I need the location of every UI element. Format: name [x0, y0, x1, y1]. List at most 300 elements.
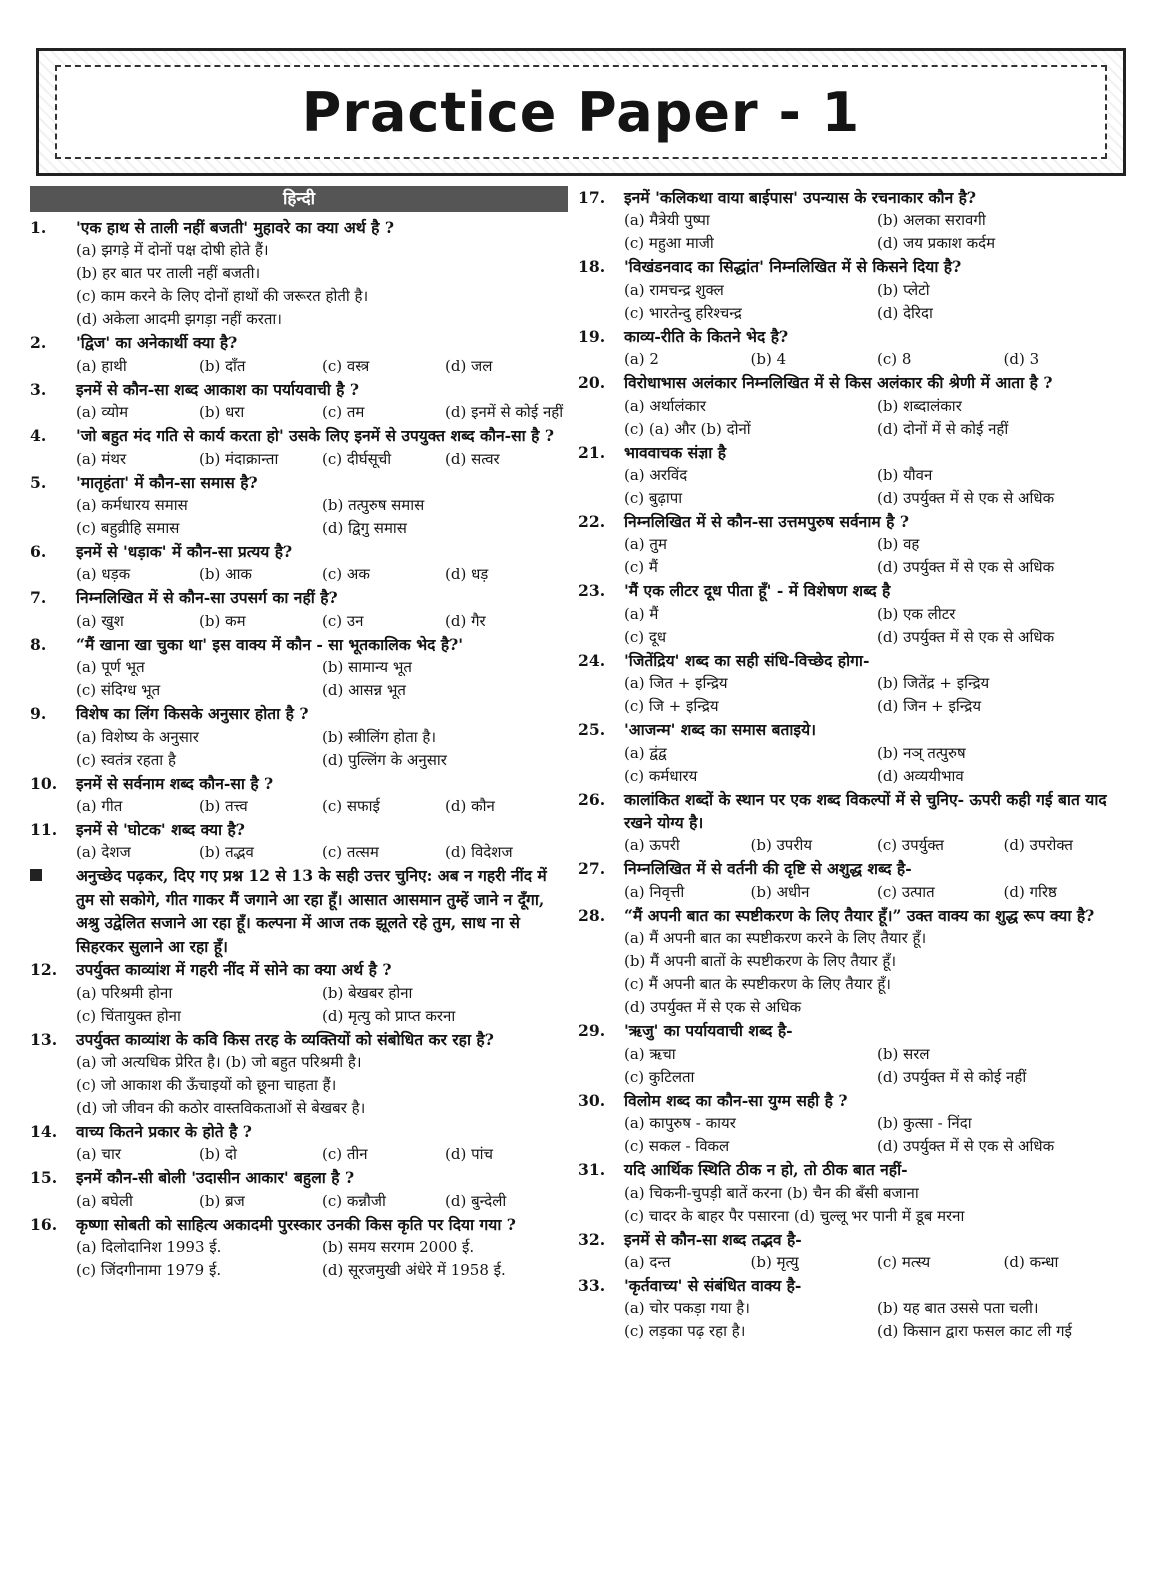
- answer-option: (b) शब्दालंकार: [877, 396, 962, 415]
- question-item: [578, 1274, 1130, 1343]
- options-grid: [624, 881, 1130, 904]
- question-item: [30, 1166, 568, 1212]
- question-number: 29.: [578, 1021, 606, 1041]
- question-body: [76, 818, 568, 864]
- question-number: 26.: [578, 789, 606, 809]
- options-grid: [76, 494, 568, 540]
- answer-option: (d) सूरजमुखी अंधेरे में 1958 ई.: [322, 1261, 506, 1280]
- question-text: विशेष का लिंग किसके अनुसार होता है ?: [76, 704, 309, 724]
- question-text: विरोधाभास अलंकार निम्नलिखित में से किस अलंकार की श्रेणी में आता है ?: [624, 373, 1053, 393]
- answer-option: (a) कर्मधारय समास: [76, 496, 188, 515]
- options-grid: [624, 1251, 1130, 1274]
- question-text: निम्नलिखित में से कौन-सा उत्तमपुरुष सर्वनाम है ?: [624, 512, 909, 532]
- question-number: 20.: [578, 373, 606, 393]
- answer-option: (a) मैत्रेयी पुष्पा: [624, 211, 710, 230]
- answer-option: (a) देशज: [76, 843, 131, 862]
- question-body: [624, 1089, 1130, 1158]
- question-body: [76, 540, 568, 586]
- answer-option: (b) 4: [750, 350, 787, 369]
- options-grid: [624, 1043, 1130, 1089]
- answer-option: (b) मैं अपनी बातों के स्पष्टीकरण के लिए तैयार हूँ।: [624, 952, 897, 971]
- passage-block: [30, 864, 568, 958]
- question-number: 23.: [578, 581, 606, 601]
- question-text: 'विखंडनवाद का सिद्धांत' निम्नलिखित में से किसने दिया है?: [624, 257, 962, 277]
- question-item: [30, 1028, 568, 1120]
- options-grid: [624, 395, 1130, 441]
- answer-option: (c) तम: [322, 403, 365, 422]
- square-bullet-icon: [30, 869, 42, 881]
- answer-option: (b) तत्त्व: [199, 797, 248, 816]
- options-grid: [76, 795, 568, 818]
- question-number: 19.: [578, 326, 606, 346]
- question-body: [624, 1274, 1130, 1343]
- answer-option: (b) ब्रज: [199, 1191, 245, 1210]
- passage-square-icon: [30, 864, 76, 958]
- question-text: यदि आर्थिक स्थिति ठीक न हो, तो ठीक बात नहीं-: [624, 1160, 908, 1180]
- question-number: 21.: [578, 442, 606, 462]
- question-text: निम्नलिखित में से वर्तनी की दृष्टि से अशुद्ध शब्द है-: [624, 859, 912, 879]
- question-item: [30, 633, 568, 702]
- answer-option: (b) समय सरगम 2000 ई.: [322, 1238, 475, 1257]
- question-item: [30, 331, 568, 377]
- answer-option: (c) तीन: [322, 1145, 368, 1164]
- question-number: 11.: [30, 820, 58, 840]
- answer-option: (b) यौवन: [877, 466, 933, 485]
- answer-option: (d) बुन्देली: [445, 1191, 507, 1210]
- question-item: [578, 857, 1130, 903]
- answer-option: (c) कर्मधारय: [624, 766, 698, 785]
- question-body: [624, 325, 1130, 371]
- answer-option: (d) कौन: [445, 797, 495, 816]
- answer-option: (a) चिकनी-चुपड़ी बातें करना (b) चैन की बँसी बजाना: [624, 1183, 919, 1202]
- question-text: 'कृर्तवाच्य' से संबंधित वाक्य है-: [624, 1275, 802, 1295]
- answer-option: (d) जय प्रकाश कर्दम: [877, 234, 996, 253]
- question-body: [624, 255, 1130, 324]
- question-item: [578, 649, 1130, 718]
- answer-option: (d) उपर्युक्त में से कोई नहीं: [877, 1067, 1027, 1086]
- question-item: [578, 1228, 1130, 1274]
- question-item: [578, 186, 1130, 255]
- question-body: [76, 216, 568, 331]
- answer-option: (a) मैं: [624, 604, 659, 623]
- answer-option: (a) चोर पकड़ा गया है।: [624, 1299, 750, 1318]
- answer-option: (b) धरा: [199, 403, 245, 422]
- options-grid: [624, 464, 1130, 510]
- section-heading: हिन्दी: [30, 186, 568, 212]
- answer-option: (d) कन्धा: [1003, 1252, 1059, 1271]
- question-number: 5.: [30, 472, 47, 492]
- question-text: इनमें से कौन-सा शब्द तद्भव है-: [624, 1229, 802, 1249]
- answer-option: (d) उपर्युक्त में से एक से अधिक: [877, 558, 1055, 577]
- answer-option: (c) कन्नौजी: [322, 1191, 386, 1210]
- answer-option: (a) व्योम: [76, 403, 129, 422]
- answer-option: (a) हाथी: [76, 356, 127, 375]
- question-text: “मैं खाना खा चुका था' इस वाक्य में कौन - सा भूतकालिक भेद है?': [76, 634, 464, 654]
- options-grid: [624, 348, 1130, 371]
- answer-option: (b) जितेंद्र + इन्द्रिय: [877, 674, 990, 693]
- question-item: [578, 255, 1130, 324]
- answer-option: (d) किसान द्वारा फसल काट ली गई: [877, 1322, 1072, 1341]
- question-item: [578, 441, 1130, 510]
- answer-option: (d) इनमें से कोई नहीं: [445, 403, 564, 422]
- question-number: 25.: [578, 720, 606, 740]
- answer-option: (a) दिलोदानिश 1993 ई.: [76, 1238, 222, 1257]
- answer-option: (d) गरिष्ठ: [1003, 882, 1057, 901]
- question-item: [578, 718, 1130, 787]
- question-number: 24.: [578, 650, 606, 670]
- answer-option: (d) धड़: [445, 565, 489, 584]
- answer-option: (c) बुढ़ापा: [624, 489, 683, 508]
- answer-option: (d) 3: [1003, 350, 1040, 369]
- answer-option: (c) कुटिलता: [624, 1067, 695, 1086]
- answer-option: (d) दोनों में से कोई नहीं: [877, 419, 1009, 438]
- question-body: [624, 441, 1130, 510]
- answer-option: (c) चिंतायुक्त होना: [76, 1006, 181, 1025]
- question-body: [76, 772, 568, 818]
- question-text: उपर्युक्त काव्यांश के कवि किस तरह के व्यक्तियों को संबोधित कर रहा है?: [76, 1029, 494, 1049]
- answer-option: (a) रामचन्द्र शुक्ल: [624, 280, 724, 299]
- question-number: 2.: [30, 333, 47, 353]
- answer-option: (a) निवृत्ती: [624, 882, 685, 901]
- answer-option: (d) उपर्युक्त में से एक से अधिक: [877, 627, 1055, 646]
- answer-option: (a) धड़क: [76, 565, 131, 584]
- question-text: 'द्विज' का अनेकार्थी क्या है?: [76, 333, 238, 353]
- answer-option: (b) उपरीय: [750, 836, 813, 855]
- answer-option: (a) 2: [624, 350, 659, 369]
- answer-option: (c) तत्सम: [322, 843, 379, 862]
- question-text: काव्य-रीति के कितने भेद है?: [624, 326, 789, 346]
- answer-option: (d) अकेला आदमी झगड़ा नहीं करता।: [76, 310, 282, 329]
- answer-option: (d) उपरोक्त: [1003, 836, 1073, 855]
- question-body: [76, 1213, 568, 1282]
- options-grid: [624, 279, 1130, 325]
- answer-option: (c) संदिग्ध भूत: [76, 681, 161, 700]
- answer-option: (a) पूर्ण भूत: [76, 658, 145, 677]
- question-text: इनमें से सर्वनाम शब्द कौन-सा है ?: [76, 773, 274, 793]
- answer-option: (a) झगड़े में दोनों पक्ष दोषी होते हैं।: [76, 241, 269, 260]
- question-number: 16.: [30, 1214, 58, 1234]
- answer-option: (a) द्वंद्व: [624, 743, 667, 762]
- question-text: 'एक हाथ से ताली नहीं बजती' मुहावरे का क्या अर्थ है ?: [76, 218, 395, 237]
- question-item: [30, 818, 568, 864]
- question-number: 4.: [30, 426, 47, 446]
- answer-option: (a) दन्त: [624, 1252, 671, 1271]
- question-body: [76, 378, 568, 424]
- answer-option: (b) दाँत: [199, 356, 246, 375]
- answer-option: (a) परिश्रमी होना: [76, 983, 173, 1002]
- question-text: उपर्युक्त काव्यांश में गहरी नींद में सोने का क्या अर्थ है ?: [76, 960, 392, 980]
- answer-option: (d) पुल्लिंग के अनुसार: [322, 750, 447, 769]
- answer-option: (a) मंथर: [76, 449, 127, 468]
- answer-option: (b) अलका सरावगी: [877, 211, 986, 230]
- question-item: [30, 540, 568, 586]
- question-item: [30, 772, 568, 818]
- answer-option: (c) चादर के बाहर पैर पसारना (d) चुल्लू भर पानी में डूब मरना: [624, 1206, 965, 1225]
- question-item: [578, 510, 1130, 579]
- question-item: [578, 904, 1130, 1019]
- question-body: [76, 1120, 568, 1166]
- options-grid: [624, 1297, 1130, 1343]
- answer-option: (b) कुत्सा - निंदा: [877, 1114, 972, 1133]
- question-item: [30, 216, 568, 331]
- answer-option: (d) मृत्यु को प्राप्त करना: [322, 1006, 456, 1025]
- answer-option: (b) यह बात उससे पता चली।: [877, 1299, 1039, 1318]
- question-text: कालांकित शब्दों के स्थान पर एक शब्द विकल्पों में से चुनिए- ऊपरी कही गई बात याद रखने योग्य है।: [624, 789, 1107, 833]
- question-body: [76, 633, 568, 702]
- question-list-right: [578, 186, 1130, 1343]
- question-number: 17.: [578, 188, 606, 207]
- question-number: 33.: [578, 1275, 606, 1295]
- answer-option: (c) दूध: [624, 627, 667, 646]
- question-body: [624, 510, 1130, 579]
- answer-option: (c) मत्स्य: [877, 1252, 931, 1271]
- answer-option: (a) जित + इन्द्रिय: [624, 674, 728, 693]
- question-text: 'जितेंद्रिय' शब्द का सही संधि-विच्छेद होगा-: [624, 650, 870, 670]
- answer-option: (b) कम: [199, 611, 246, 630]
- options-grid: [76, 841, 568, 864]
- answer-option: (d) अव्ययीभाव: [877, 766, 964, 785]
- options-grid: [624, 927, 1130, 1019]
- question-number: 8.: [30, 634, 47, 654]
- question-body: [624, 904, 1130, 1019]
- answer-option: (a) जो अत्यधिक प्रेरित है। (b) जो बहुत परिश्रमी है।: [76, 1052, 362, 1071]
- question-item: [578, 788, 1130, 858]
- answer-option: (c) महुआ माजी: [624, 234, 714, 253]
- question-item: [30, 586, 568, 632]
- question-number: 6.: [30, 542, 47, 562]
- question-item: [578, 371, 1130, 440]
- title-frame: [55, 65, 1107, 159]
- question-item: [30, 958, 568, 1027]
- question-text: इनमें 'कलिकथा वाया बाईपास' उपन्यास के रचनाकार कौन है?: [624, 188, 977, 207]
- options-grid: [624, 533, 1130, 579]
- question-text: निम्नलिखित में से कौन-सा उपसर्ग का नहीं है?: [76, 588, 338, 608]
- question-text: वाच्य कितने प्रकार के होते है ?: [76, 1121, 252, 1141]
- answer-option: (b) प्लेटो: [877, 280, 930, 299]
- title-banner: [36, 48, 1126, 176]
- answer-option: (c) वस्त्र: [322, 356, 370, 375]
- options-grid: [624, 1182, 1130, 1228]
- page-title: Practice Paper - 1: [301, 80, 861, 144]
- answer-option: (a) तुम: [624, 535, 667, 554]
- answer-option: (d) जिन + इन्द्रिय: [877, 697, 982, 716]
- answer-option: (b) मंदाक्रान्ता: [199, 449, 279, 468]
- question-item: [30, 378, 568, 424]
- answer-option: (c) उपर्युक्त: [877, 836, 944, 855]
- question-body: [624, 788, 1130, 858]
- question-number: 9.: [30, 704, 47, 724]
- answer-option: (b) सामान्य भूत: [322, 658, 412, 677]
- answer-option: (c) भारतेन्दु हरिश्चन्द्र: [624, 303, 742, 322]
- answer-option: (c) उत्पात: [877, 882, 935, 901]
- question-text: 'मैं एक लीटर दूध पीता हूँ' - में विशेषण शब्द है: [624, 581, 891, 601]
- question-item: [578, 1089, 1130, 1158]
- answer-option: (b) एक लीटर: [877, 604, 956, 623]
- answer-option: (a) खुश: [76, 611, 124, 630]
- answer-option: (b) हर बात पर ताली नहीं बजती।: [76, 264, 261, 283]
- question-item: [30, 424, 568, 470]
- answer-option: (b) अधीन: [750, 882, 810, 901]
- answer-option: (d) गैर: [445, 611, 486, 630]
- question-list-left: [30, 216, 568, 1282]
- answer-option: (d) देरिदा: [877, 303, 933, 322]
- question-item: [578, 325, 1130, 371]
- question-item: [30, 1213, 568, 1282]
- question-item: [30, 471, 568, 540]
- question-text: इनमें कौन-सी बोली 'उदासीन आकार' बहुला है ?: [76, 1168, 355, 1188]
- answer-option: (d) उपर्युक्त में से एक से अधिक: [877, 489, 1055, 508]
- answer-option: (d) द्विगु समास: [322, 519, 407, 538]
- question-text: “मैं अपनी बात का स्पष्टीकरण के लिए तैयार हूँ।” उक्त वाक्य का शुद्ध रूप क्या है?: [624, 905, 1095, 925]
- answer-option: (c) अक: [322, 565, 370, 584]
- question-text: 'जो बहुत मंद गति से कार्य करता हो' उसके लिए इनमें से उपयुक्त शब्द कौन-सा है ?: [76, 426, 554, 446]
- question-body: [624, 718, 1130, 787]
- answer-option: (c) दीर्घसूची: [322, 449, 392, 468]
- answer-option: (a) ऊपरी: [624, 836, 680, 855]
- question-number: 30.: [578, 1090, 606, 1110]
- answer-option: (d) जो जीवन की कठोर वास्तविकताओं से बेखबर है।: [76, 1098, 366, 1117]
- options-grid: [76, 239, 568, 331]
- answer-option: (c) सफाई: [322, 797, 380, 816]
- question-number: 14.: [30, 1121, 58, 1141]
- answer-option: (b) दो: [199, 1145, 237, 1164]
- question-item: [578, 1019, 1130, 1088]
- options-grid: [624, 672, 1130, 718]
- answer-option: (b) आक: [199, 565, 252, 584]
- question-body: [76, 1028, 568, 1120]
- question-item: [30, 702, 568, 771]
- question-number: 32.: [578, 1229, 606, 1249]
- question-body: [76, 331, 568, 377]
- question-number: 10.: [30, 773, 58, 793]
- answer-option: (a) गीत: [76, 797, 123, 816]
- options-grid: [76, 1051, 568, 1120]
- options-grid: [624, 209, 1130, 255]
- answer-option: (c) मैं अपनी बात के स्पष्टीकरण के लिए तैयार हूँ।: [624, 975, 891, 994]
- answer-option: (d) पांच: [445, 1145, 494, 1164]
- question-number: 12.: [30, 960, 58, 980]
- question-text: भाववाचक संज्ञा है: [624, 442, 726, 462]
- question-text: विलोम शब्द का कौन-सा युग्म सही है ?: [624, 1090, 848, 1110]
- question-body: [76, 958, 568, 1027]
- question-body: [624, 579, 1130, 648]
- options-grid: [76, 401, 568, 424]
- options-grid: [76, 448, 568, 471]
- question-item: [30, 1120, 568, 1166]
- question-body: [624, 649, 1130, 718]
- options-grid: [624, 603, 1130, 649]
- answer-option: (a) चार: [76, 1145, 121, 1164]
- answer-option: (c) 8: [877, 350, 912, 369]
- answer-option: (d) जल: [445, 356, 493, 375]
- options-grid: [76, 1236, 568, 1282]
- answer-option: (c) जो आकाश की ऊँचाइयों को छूना चाहता हैं।: [76, 1075, 337, 1094]
- answer-option: (b) तत्पुरुष समास: [322, 496, 425, 515]
- question-text: 'ऋजु' का पर्यायवाची शब्द है-: [624, 1021, 793, 1041]
- answer-option: (c) जि + इन्द्रिय: [624, 697, 719, 716]
- options-grid: [624, 834, 1130, 857]
- question-body: [624, 371, 1130, 440]
- question-body: [76, 864, 568, 958]
- question-number: 27.: [578, 859, 606, 879]
- question-number: 22.: [578, 512, 606, 532]
- question-text: इनमें से 'घोटक' शब्द क्या है?: [76, 820, 245, 840]
- options-grid: [76, 982, 568, 1028]
- question-body: [624, 1158, 1130, 1227]
- answer-option: (c) लड़का पढ़ रहा है।: [624, 1322, 746, 1341]
- question-number: 18.: [578, 257, 606, 277]
- question-body: [76, 1166, 568, 1212]
- options-grid: [76, 563, 568, 586]
- question-number: 15.: [30, 1168, 58, 1188]
- answer-option: (a) ऋचा: [624, 1044, 676, 1063]
- question-number: 7.: [30, 588, 47, 608]
- answer-option: (a) मैं अपनी बात का स्पष्टीकरण करने के लिए तैयार हूँ।: [624, 929, 927, 948]
- answer-option: (c) स्वतंत्र रहता है: [76, 750, 176, 769]
- answer-option: (a) कापुरुष - कायर: [624, 1114, 736, 1133]
- question-number: 13.: [30, 1029, 58, 1049]
- question-text: कृष्णा सोबती को साहित्य अकादमी पुरस्कार उनकी किस कृति पर दिया गया ?: [76, 1214, 516, 1234]
- question-number: 31.: [578, 1160, 606, 1180]
- right-column: [578, 186, 1130, 1343]
- answer-option: (c) काम करने के लिए दोनों हाथों की जरूरत होती है।: [76, 287, 369, 306]
- question-body: [76, 586, 568, 632]
- answer-option: (a) अरविंद: [624, 466, 688, 485]
- answer-option: (c) (a) और (b) दोनों: [624, 419, 751, 438]
- answer-option: (c) मैं: [624, 558, 658, 577]
- answer-option: (b) सरल: [877, 1044, 930, 1063]
- options-grid: [76, 726, 568, 772]
- question-body: [624, 857, 1130, 903]
- options-grid: [76, 656, 568, 702]
- question-body: [76, 471, 568, 540]
- question-item: [578, 1158, 1130, 1227]
- answer-option: (a) बघेली: [76, 1191, 133, 1210]
- answer-option: (b) बेखबर होना: [322, 983, 413, 1002]
- options-grid: [76, 610, 568, 633]
- answer-option: (d) उपर्युक्त में से एक से अधिक: [877, 1137, 1055, 1156]
- question-body: [76, 702, 568, 771]
- options-grid: [76, 355, 568, 378]
- question-item: [578, 579, 1130, 648]
- answer-option: (a) विशेष्य के अनुसार: [76, 727, 199, 746]
- answer-option: (b) नञ् तत्पुरुष: [877, 743, 966, 762]
- question-text: 'मातृहंता' में कौन-सा समास है?: [76, 472, 258, 492]
- question-number: 3.: [30, 379, 47, 399]
- question-number: 28.: [578, 905, 606, 925]
- answer-option: (b) वह: [877, 535, 920, 554]
- answer-option: (b) मृत्यु: [750, 1252, 799, 1271]
- passage-text: अनुच्छेद पढ़कर, दिए गए प्रश्न 12 से 13 के सही उत्तर चुनिए: अब न गहरी नींद में तुम सो सकोगे, गीत गाकर मैं जगाने आ रहा हूँ। आसात आसमान तुम्हें जाने न दूँगा, अश्रु उद्वेलित सजाने आ रहा हूँ। कल्पना में आज तक झूलते रहे तुम, साध ना से सिहरकर सुलाने आ रहा हूँ।: [76, 866, 547, 956]
- answer-option: (c) उन: [322, 611, 364, 630]
- options-grid: [624, 1112, 1130, 1158]
- answer-option: (c) सकल - विकल: [624, 1137, 730, 1156]
- options-grid: [76, 1143, 568, 1166]
- answer-option: (d) आसन्न भूत: [322, 681, 406, 700]
- question-body: [624, 1228, 1130, 1274]
- question-body: [624, 1019, 1130, 1088]
- question-text: इनमें से कौन-सा शब्द आकाश का पर्यायवाची है ?: [76, 379, 360, 399]
- question-body: [76, 424, 568, 470]
- answer-option: (c) बहुव्रीहि समास: [76, 519, 180, 538]
- question-text: 'आजन्म' शब्द का समास बताइये।: [624, 720, 817, 740]
- options-grid: [624, 742, 1130, 788]
- question-body: [624, 186, 1130, 255]
- answer-option: (b) तद्भव: [199, 843, 254, 862]
- answer-option: (a) अर्थालंकार: [624, 396, 707, 415]
- answer-option: (d) उपर्युक्त में से एक से अधिक: [624, 998, 802, 1017]
- options-grid: [76, 1190, 568, 1213]
